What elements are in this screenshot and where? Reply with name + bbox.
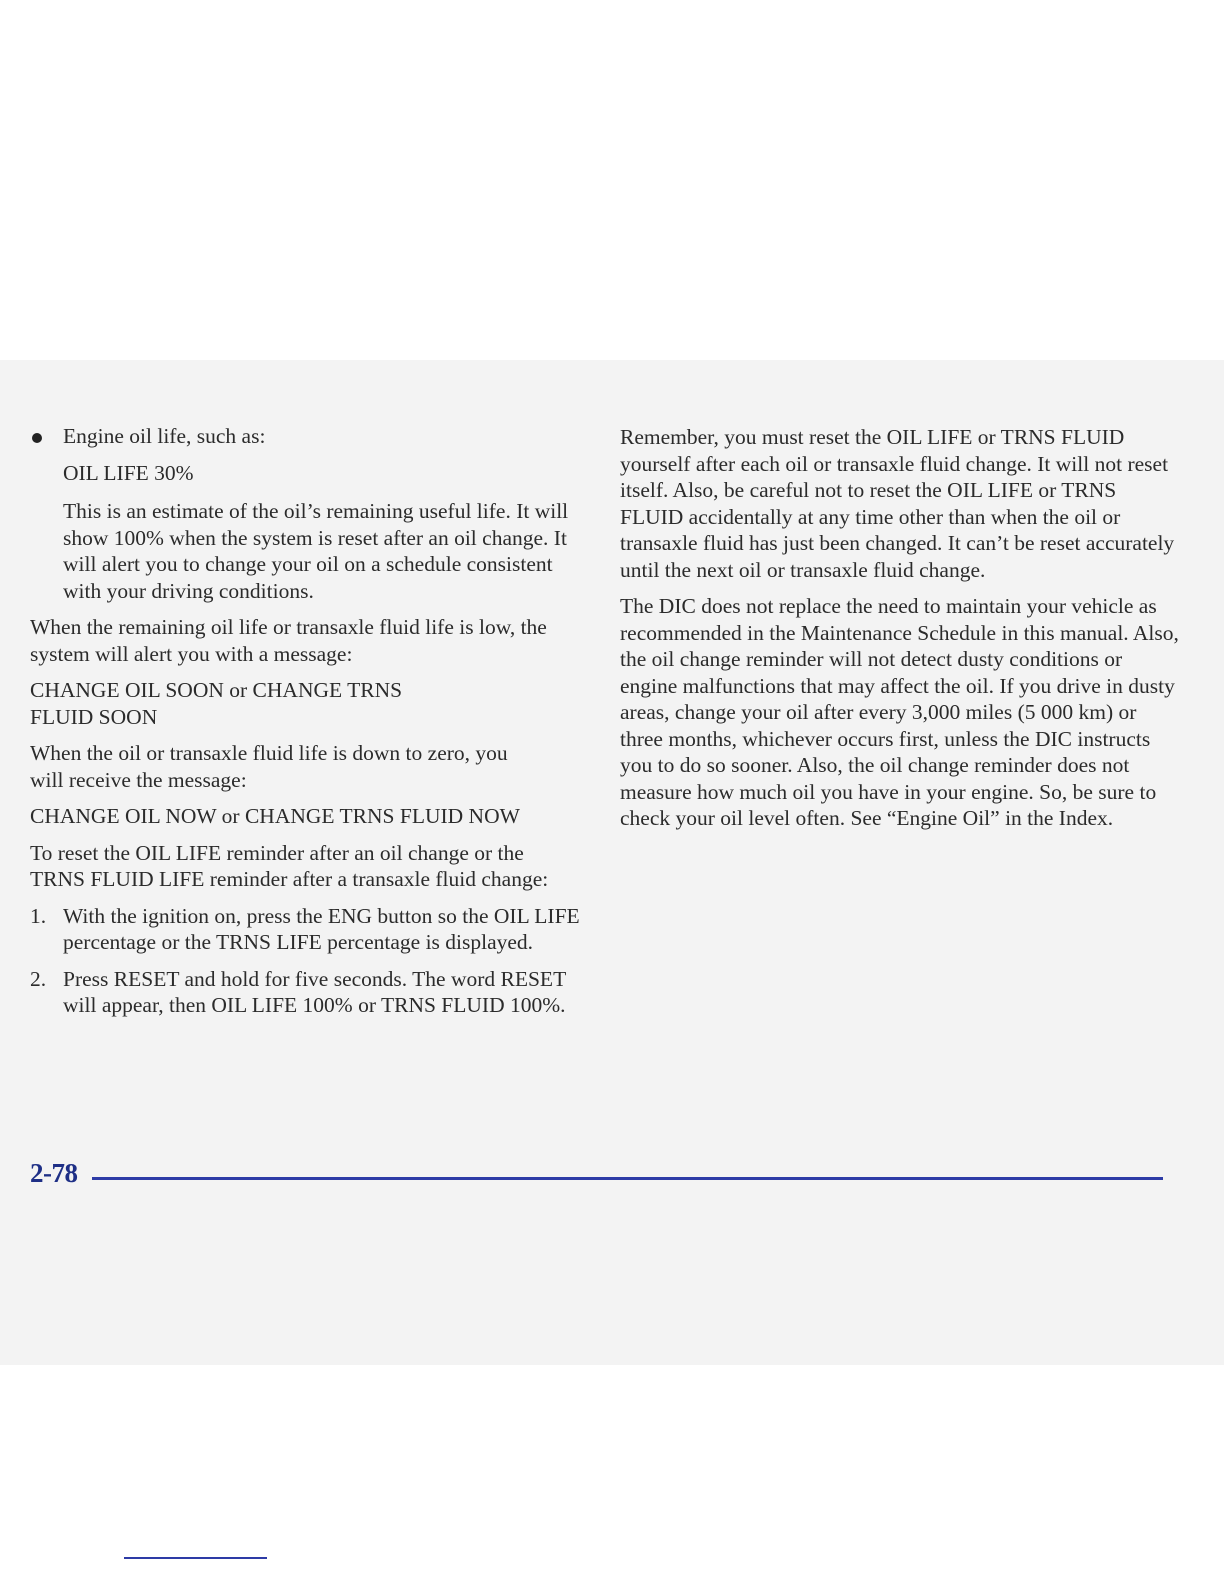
oil-life-description: This is an estimate of the oil’s remaining useful life. It will show 100% when the system is reset after an oil change. It will alert you to change your oil on a schedule consistent with your driving conditions. [63, 499, 569, 603]
reset-intro-paragraph: To reset the OIL LIFE reminder after an oil change or the TRNS FLUID LIFE reminder after a transaxle fluid change: [30, 840, 549, 891]
step-text: With the ignition on, press the ENG button so the OIL LIFE percentage or the TRNS LIFE percentage is displayed. [63, 903, 580, 954]
footer-rule [92, 1177, 1163, 1180]
step-item [30, 966, 590, 1019]
zero-life-paragraph: When the oil or transaxle fluid life is down to zero, you will receive the message: [30, 741, 508, 792]
oil-life-example: OIL LIFE 30% [63, 460, 194, 485]
step-number: 1. [30, 903, 47, 928]
low-life-paragraph: When the remaining oil life or transaxle fluid life is low, the system will alert you with a message: [30, 615, 547, 666]
bullet-icon [32, 433, 42, 443]
right-column [620, 424, 1180, 832]
step-number: 2. [30, 966, 47, 991]
left-column [30, 423, 590, 1019]
remember-paragraph: Remember, you must reset the OIL LIFE or TRNS FLUID yourself after each oil or transaxle fluid change. It will not reset itself. Also, be careful not to reset the OIL LIFE or TRNS FLUID accidentally at any time other than when the oil or transaxle fluid has just been changed. It can’t be reset accurately until the next oil or transaxle fluid change. [620, 425, 1175, 582]
soon-message: CHANGE OIL SOON or CHANGE TRNS FLUID SOON [30, 678, 403, 729]
bottom-link-underline [124, 1557, 267, 1559]
bullet-intro: Engine oil life, such as: [63, 424, 266, 448]
page-number: 2-78 [30, 1158, 78, 1188]
step-text: Press RESET and hold for five seconds. The word RESET will appear, then OIL LIFE 100% or TRNS FLUID 100%. [63, 966, 566, 1017]
dic-paragraph: The DIC does not replace the need to maintain your vehicle as recommended in the Maintenance Schedule in this manual. Also, the oil change reminder will not detect dusty conditions or engine malfunctions that may affect the oil. If you drive in dusty areas, change your oil after every 3,000 miles (5 000 km) or three months, whichever occurs first, unless the DIC instructs you to do so sooner. Also, the oil change reminder does not measure how much oil you have in your engine. So, be sure to check your oil level often. See “Engine Oil” in the Index. [620, 594, 1179, 830]
now-message: CHANGE OIL NOW or CHANGE TRNS FLUID NOW [30, 804, 520, 828]
bullet-item-engine-oil-life [30, 423, 590, 450]
step-item [30, 903, 590, 956]
